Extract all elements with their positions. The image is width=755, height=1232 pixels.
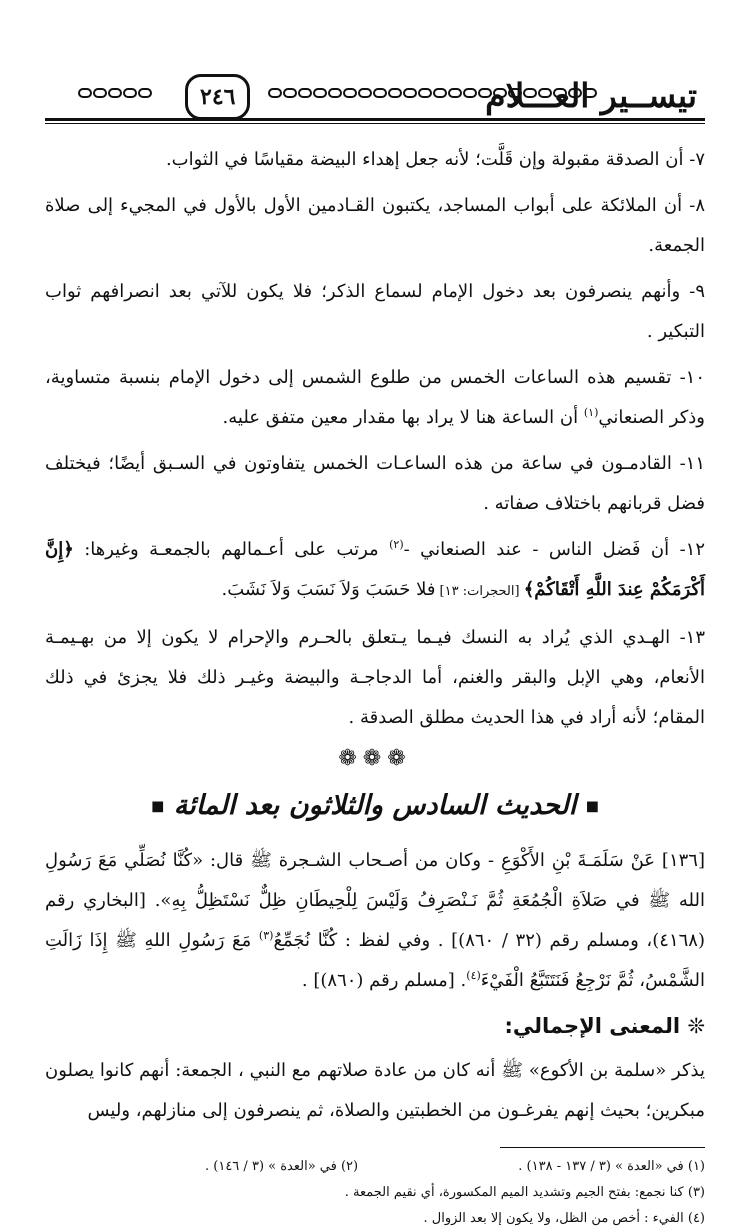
footnote-ref: (١) [583,406,599,419]
quran-verse: ﴿إِنَّ أَكْرَمَكُمْ عِندَ اللَّهِ أَتْقَاكُمْ﴾ [45,539,705,600]
list-item: ١٢- أن فَضل الناس - عند الصنعاني -$^{(٢)}$ مرتب على أعـمالهم بالجمعـة وغيرها: ﴿إِنَّ أَكْرَمَكُمْ عِندَ اللَّهِ أَتْقَاكُمْ﴾ [الحجرات: ١٣] فلا حَسَبَ وَلاَ نَسَبَ وَلاَ نَشَبَ. [45,538,706,600]
footnote-3: (٣) كنا نجمع: بفتح الجيم وتشديد الميم المكسورة، أي نقيم الجمعة . [344,1184,705,1200]
square-bullet-icon: ■ [585,798,599,815]
square-bullet-icon: ■ [151,798,165,815]
footnote-2: (٢) في «العدة » (٣ / ١٤٦) . [205,1158,359,1174]
header-rule-thin [45,123,705,124]
hadith-title: ■ الحديث السادس والثلاثون بعد المائة ■ [151,790,599,821]
footnote-4: (٤) الفيء : أخص من الظل، ولا يكون إلا بعد الزوال . [423,1210,705,1226]
flower-separator-icon: ❁❁❁ [338,746,412,771]
page-number: ٢٤٦ [185,74,250,120]
footnote-ref: (٣) [258,928,274,942]
footnote-rule [500,1147,705,1148]
ornament-chain-icon [267,88,597,102]
list-item: ١٣- الهـدي الذي يُراد به النسك فيـما يـتعلق بالحـرم والإحرام لا يكون إلا من بهـيمـة الأنعام، وهي الإبل والبقر والغنم، أما الدجاجـة والبيضة وغيـر ذلك فلا يجزئ في ذلك المقام؛ لأنه أراد في هذا الحديث مطلق الصدقة . [45,627,705,728]
list-item: ٨- أن الملائكة على أبواب المساجد، يكتبون القـادمين الأول بالأول في المجيء إلى صلاة الجمعة. [45,195,705,256]
footnote-ref: (٢) [389,538,404,551]
footnotes [45,1154,705,1232]
list-item: ٧- أن الصدقة مقبولة وإن قَلَّت؛ لأنه جعل إهداء البيضة مقياسًا في الثواب. [165,149,705,170]
list-item: ١١- القادمـون في ساعة من هذه الساعـات الخمس يتفاوتون في السـبق أيضًا؛ فيختلف فضل قربانهم باختلاف صفاته . [45,453,705,514]
list-item: ٩- وأنهم ينصرفون بعد دخول الإمام لسماع الذكر؛ فلا يكون للآتي بعد انصرافهم ثواب التبكير . [45,281,705,342]
section-text: يذكر «سلمة بن الأكوع» ﷺ أنه كان من عادة صلاتهم مع النبي ، الجمعة: أنهم كانوا يصلون مبكرين؛ بحيث إنهم يفرغـون من الخطبتين والصلاة، ثم ينصرفون إلى منازلهم، وليس [45,1059,705,1121]
page [45,62,705,1232]
verse-reference: [الحجرات: ١٣] [435,584,524,599]
header-rule [45,118,705,121]
footnote-1: (١) في «العدة » (٣ / ١٣٧ - ١٣٨) . [518,1158,705,1174]
running-header [45,62,705,140]
ornament-chain-small-icon [77,88,152,102]
list-item: ١٠- تقسيم هذه الساعات الخمس من طلوع الشمس إلى دخول الإمام بنسبة متساوية، وذكر الصنعاني$^{(١)}$ أن الساعة هنا لا يراد بها مقدار معين متفق عليه. [45,367,705,428]
section-heading: ❊ المعنى الإجمالي: [504,1013,705,1038]
book-title: تيســير العـــلام [485,76,697,115]
footnote-ref: (٤) [466,968,481,982]
hadith-text: [١٣٦] عَنْ سَلَمَـةَ بْنِ الأَكْوَعِ - وكان من أصـحاب الشـجرة ﷺ قال: «كُنَّا نُصَلِّي مَعَ رَسُولِ الله ﷺ في صَلاَةِ الْجُمُعَةِ ثُمَّ نَـنْصَرِفُ وَلَيْسَ لِلْحِيطَانِ ظِلٌّ نَسْتَظِلُّ بِهِ». [البخاري رقم (٤١٦٨)، ومسلم رقم (٣٢ / ٨٦٠)] . وفي لفظ : كُنَّا نُجَمِّعُ$^{(٣)}$ مَعَ رَسُولِ اللهِ ﷺ إِذَا زَالَتِ الشَّمْسُ، ثُمَّ نَرْجِعُ فَنَتَتَبَّعُ الْفَيْءَ$^{(٤)}$. [مسلم رقم (٨٦٠)] . [45,849,705,991]
